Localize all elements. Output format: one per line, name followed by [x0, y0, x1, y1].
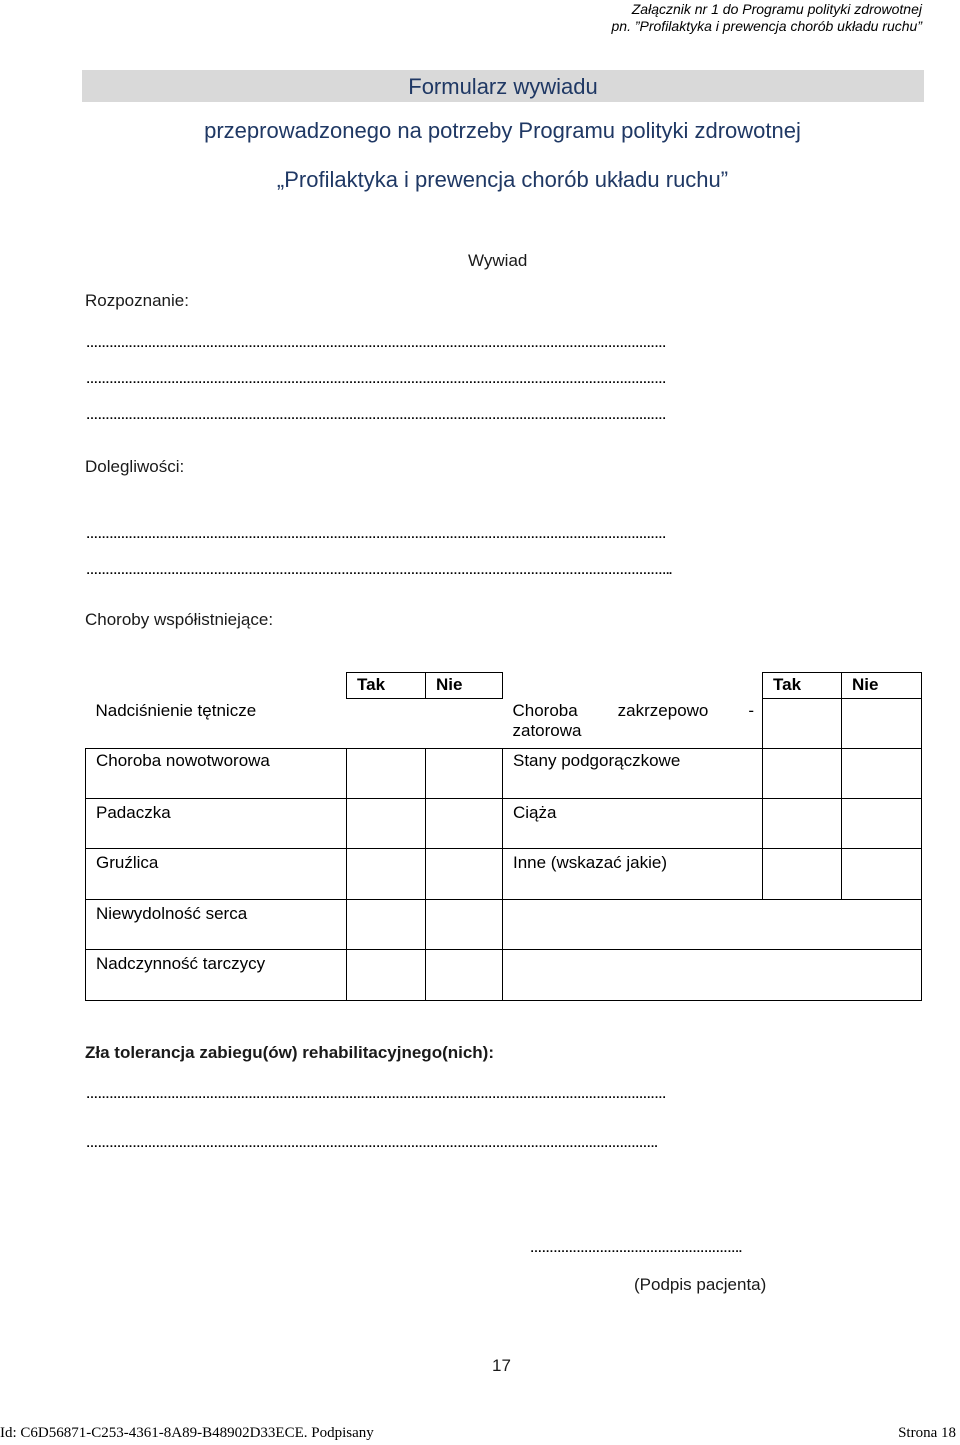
checkbox-nie[interactable]	[426, 799, 503, 849]
form-subtitle-1: przeprowadzonego na potrzeby Programu polityki zdrowotnej	[204, 118, 801, 143]
table-row	[86, 849, 922, 900]
col-tak-right: Tak	[763, 673, 842, 699]
col-nie-left: Nie	[426, 673, 503, 699]
document-id: Id: C6D56871-C253-4361-8A89-B48902D33ECE. Podpisany	[0, 1425, 374, 1441]
rozpoznanie-line-1[interactable]: ……………………………………………………………………………………………………………………………………	[86, 336, 667, 350]
checkbox-nie[interactable]	[842, 849, 922, 900]
checkbox-nie[interactable]	[426, 849, 503, 900]
checkbox-nie[interactable]	[426, 950, 503, 1001]
tolerancja-line-2[interactable]: ………………………………………………………………………………………………………………………………….	[86, 1136, 658, 1150]
checkbox-tak[interactable]	[763, 799, 842, 849]
condition-label: Inne (wskazać jakie)	[503, 849, 763, 900]
col-tak-left: Tak	[347, 673, 426, 699]
section-heading: Wywiad	[468, 251, 528, 270]
table-row	[86, 699, 922, 749]
annex-note-line2: pn. ”Profilaktyka i prewencja chorób układu ruchu”	[611, 18, 922, 34]
table-header-row	[86, 673, 922, 699]
condition-label: Padaczka	[86, 799, 347, 849]
table-row	[86, 799, 922, 849]
checkbox-tak[interactable]	[763, 699, 842, 749]
dolegliwosci-label: Dolegliwości:	[85, 457, 185, 476]
table-row	[86, 900, 922, 950]
annex-note-line1: Załącznik nr 1 do Programu polityki zdrowotnej	[631, 1, 922, 17]
tolerancja-line-1[interactable]: ……………………………………………………………………………………………………………………………………	[86, 1087, 667, 1101]
condition-label: Choroba zakrzepowo - zatorowa	[512, 700, 754, 740]
checkbox-tak[interactable]	[347, 849, 426, 900]
rozpoznanie-line-2[interactable]: ……………………………………………………………………………………………………………………………………	[86, 372, 667, 386]
dolegliwosci-line-2[interactable]: ……………………………………………………………………………………………………………………………………..	[86, 563, 672, 577]
condition-label: Niewydolność serca	[86, 900, 347, 950]
checkbox-tak[interactable]	[347, 749, 426, 799]
form-subtitle-2: „Profilaktyka i prewencja chorób układu ruchu”	[276, 167, 729, 192]
checkbox-nie[interactable]	[842, 699, 922, 749]
checkbox-nie[interactable]	[842, 799, 922, 849]
table-row	[86, 749, 922, 799]
footer-page-label: Strona 18	[898, 1425, 956, 1441]
signature-line[interactable]: ……………………………………………….	[530, 1241, 742, 1255]
other-specify-field[interactable]	[503, 950, 922, 1001]
rozpoznanie-line-3[interactable]: ……………………………………………………………………………………………………………………………………	[86, 408, 667, 422]
other-specify-field[interactable]	[503, 900, 922, 950]
signature-caption: (Podpis pacjenta)	[634, 1275, 767, 1294]
checkbox-tak[interactable]	[763, 849, 842, 900]
checkbox-nie[interactable]	[426, 900, 503, 950]
checkbox-tak[interactable]	[763, 749, 842, 799]
condition-label: Nadciśnienie tętnicze	[95, 700, 257, 720]
checkbox-tak[interactable]	[347, 950, 426, 1001]
checkbox-tak[interactable]	[347, 799, 426, 849]
dolegliwosci-line-1[interactable]: ……………………………………………………………………………………………………………………………………	[86, 527, 667, 541]
condition-label: Choroba nowotworowa	[86, 749, 347, 799]
condition-label: Nadczynność tarczycy	[86, 950, 347, 1001]
condition-label: Ciąża	[503, 799, 763, 849]
table-row	[86, 950, 922, 1001]
tolerancja-label: Zła tolerancja zabiegu(ów) rehabilitacyjnego(nich):	[85, 1043, 495, 1062]
col-nie-right: Nie	[842, 673, 922, 699]
condition-label: Stany podgorączkowe	[503, 749, 763, 799]
checkbox-nie[interactable]	[842, 749, 922, 799]
checkbox-nie[interactable]	[426, 749, 503, 799]
checkbox-tak[interactable]	[347, 900, 426, 950]
choroby-label: Choroby współistniejące:	[85, 610, 274, 629]
rozpoznanie-label: Rozpoznanie:	[85, 291, 189, 310]
comorbidity-table	[85, 672, 922, 1001]
form-title: Formularz wywiadu	[82, 70, 924, 102]
condition-label: Gruźlica	[86, 849, 347, 900]
page-number: 17	[492, 1356, 511, 1375]
